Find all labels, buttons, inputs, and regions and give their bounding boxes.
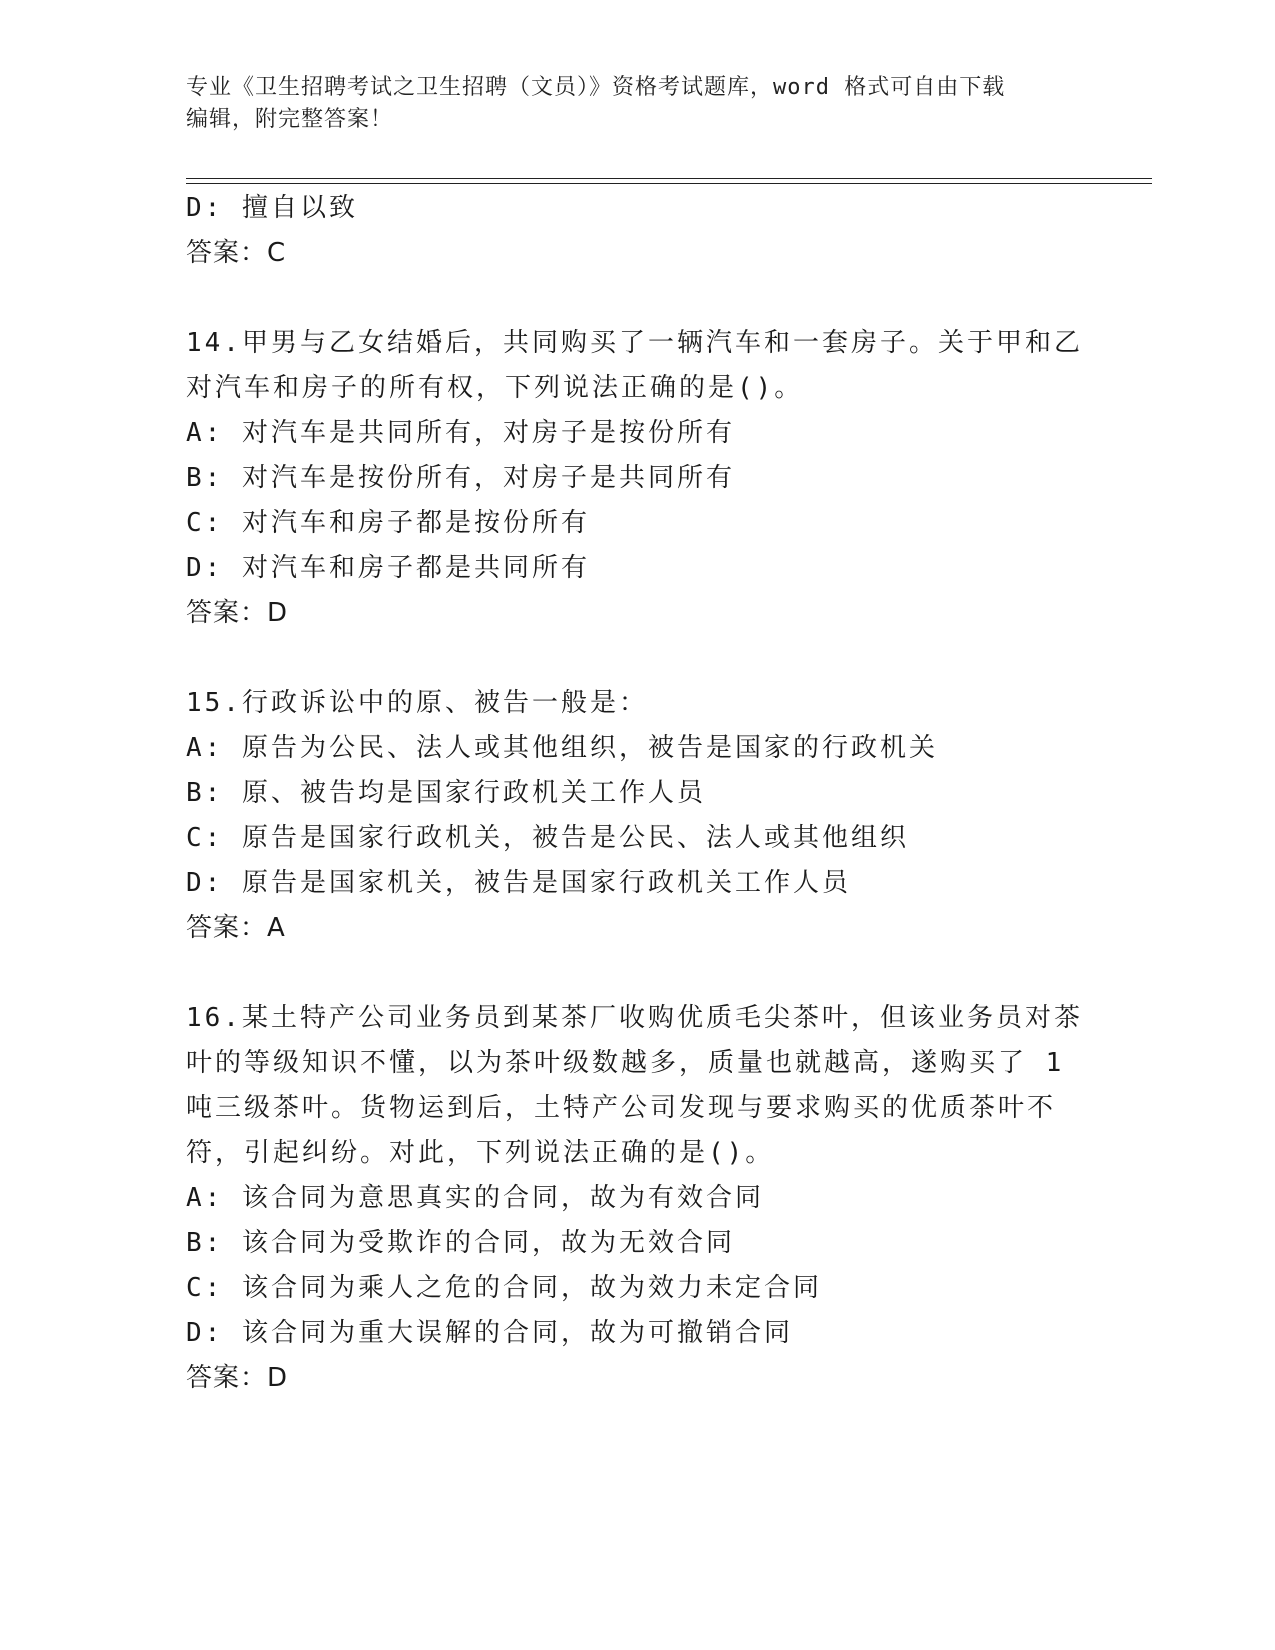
option-c: C: 对汽车和房子都是按份所有 [186, 508, 590, 538]
page-header [186, 72, 1066, 136]
question-text-line: 14.甲男与乙女结婚后，共同购买了一辆汽车和一套房子。关于甲和乙 [186, 328, 1083, 358]
previous-question-tail [186, 186, 1086, 276]
question-15 [186, 681, 1086, 951]
header-line-1: 专业《卫生招聘考试之卫生招聘（文员）》资格考试题库，word 格式可自由下载 [186, 75, 1006, 100]
answer-line: 答案：D [186, 598, 289, 628]
option-b: B: 该合同为受欺诈的合同，故为无效合同 [186, 1228, 735, 1258]
question-text-line: 叶的等级知识不懂，以为茶叶级数越多，质量也就越高，遂购买了 1 [186, 1048, 1065, 1078]
option-d: D: 原告是国家机关，被告是国家行政机关工作人员 [186, 868, 851, 898]
question-text-line: 吨三级茶叶。货物运到后，土特产公司发现与要求购买的优质茶叶不 [186, 1093, 1057, 1123]
question-14 [186, 321, 1086, 636]
answer-line: 答案：A [186, 913, 286, 943]
option-b: B: 原、被告均是国家行政机关工作人员 [186, 778, 706, 808]
question-text-line: 对汽车和房子的所有权，下列说法正确的是()。 [186, 373, 804, 403]
header-divider-bottom [186, 183, 1152, 184]
option-a: A: 该合同为意思真实的合同，故为有效合同 [186, 1183, 764, 1213]
option-c: C: 该合同为乘人之危的合同，故为效力未定合同 [186, 1273, 822, 1303]
question-text-line: 16.某土特产公司业务员到某茶厂收购优质毛尖茶叶，但该业务员对茶 [186, 1003, 1083, 1033]
header-line-2: 编辑，附完整答案！ [186, 107, 394, 132]
question-16 [186, 996, 1086, 1401]
option-a: A: 对汽车是共同所有，对房子是按份所有 [186, 418, 735, 448]
option-d: D: 该合同为重大误解的合同，故为可撤销合同 [186, 1318, 793, 1348]
document-body [186, 186, 1086, 1401]
question-text-line: 符，引起纠纷。对此，下列说法正确的是()。 [186, 1138, 775, 1168]
answer-line: 答案：D [186, 1363, 289, 1393]
option-d: D: 擅自以致 [186, 193, 358, 223]
header-divider-top [186, 178, 1152, 179]
option-a: A: 原告为公民、法人或其他组织，被告是国家的行政机关 [186, 733, 938, 763]
question-text-line: 15.行政诉讼中的原、被告一般是： [186, 688, 648, 718]
option-d: D: 对汽车和房子都是共同所有 [186, 553, 590, 583]
option-c: C: 原告是国家行政机关，被告是公民、法人或其他组织 [186, 823, 909, 853]
option-b: B: 对汽车是按份所有，对房子是共同所有 [186, 463, 735, 493]
answer-line: 答案：C [186, 238, 287, 268]
